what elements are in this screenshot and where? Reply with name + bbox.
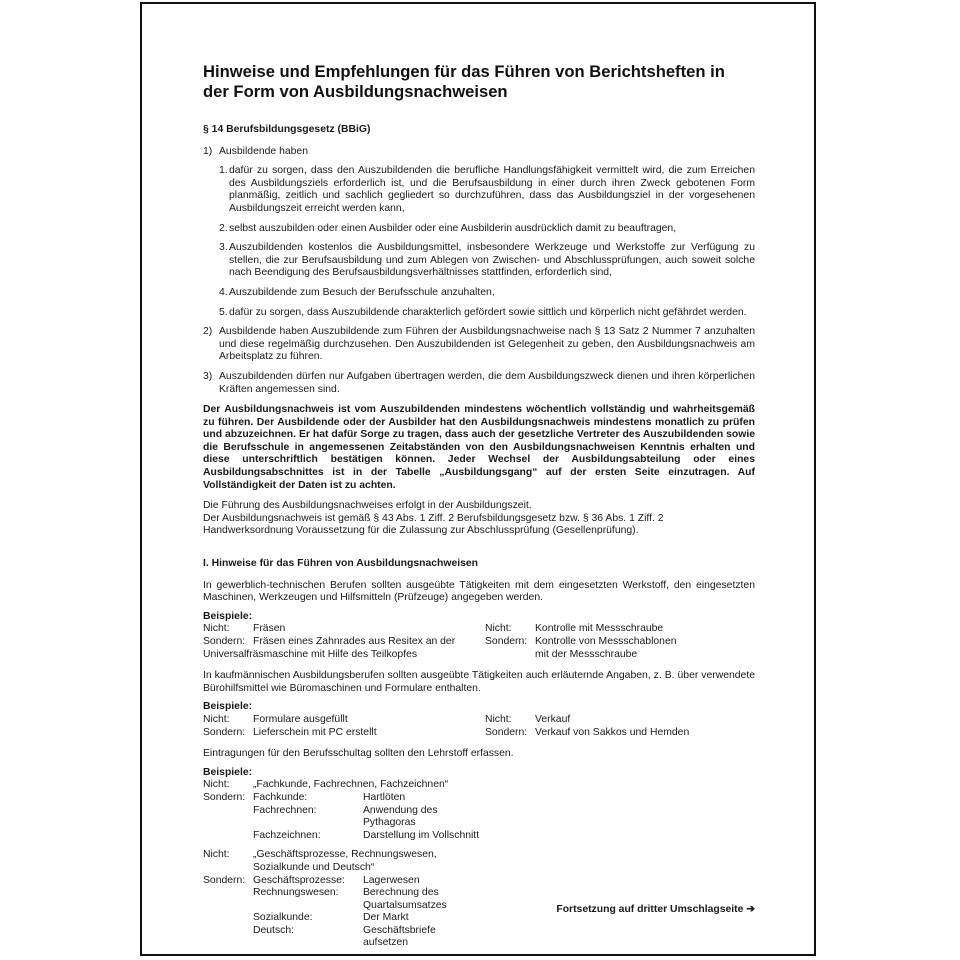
subject-label: Fachkunde: bbox=[253, 791, 308, 803]
subject-value: Der Markt bbox=[363, 912, 409, 924]
example-value: Kontrolle von Messschablonen bbox=[535, 636, 677, 647]
subitem-text: Auszubildenden kostenlos die Ausbildungsmittel, insbesondere Werkzeuge und Werkstoffe zur Verfügung zu stellen, die zur Berufsausbildung und zum Ablegen von Zwischen- und Abschlussprüfungen, auch soweit solche nach Beendigung des Berufsausbildungsverhältnisses stattfinden, erforderlich sind, bbox=[229, 242, 755, 279]
law-paragraph-2 bbox=[203, 326, 755, 364]
sondern-label: Sondern: bbox=[203, 791, 246, 803]
nicht-label: Nicht: bbox=[203, 623, 230, 635]
sondern-label: Sondern: bbox=[485, 726, 528, 738]
nicht-label: Nicht: bbox=[485, 713, 512, 725]
law-subitem bbox=[219, 223, 755, 236]
paragraph-text: Auszubildenden dürfen nur Aufgaben übertragen werden, die dem Ausbildungszweck dienen und ihren körperlichen Kräften angemessen sind. bbox=[219, 370, 755, 395]
subject-value: Geschäftsbriefe aufsetzen bbox=[363, 924, 436, 949]
nicht-label: Nicht: bbox=[203, 779, 230, 791]
nicht-label: Nicht: bbox=[203, 713, 230, 725]
law-subitem bbox=[219, 307, 755, 320]
info-line: Der Ausbildungsnachweis ist gemäß § 43 Abs. 1 Ziff. 2 Berufsbildungsgesetz bzw. § 36 Abs. 1 Ziff. 2 Handwerksordnung Voraussetzung für die Zulassung zur Abschlussprüfung (Gesellenprüfung). bbox=[203, 512, 664, 537]
subitem-number: 2. bbox=[219, 222, 228, 234]
example-value: Universalfräsmaschine mit Hilfe des Teilkopfes bbox=[203, 648, 418, 660]
subject-label: Rechnungswesen: bbox=[253, 887, 339, 899]
subject-value: Hartlöten bbox=[363, 791, 406, 803]
subitem-number: 4. bbox=[219, 286, 228, 298]
sondern-label: Sondern: bbox=[485, 636, 528, 647]
subitem-text: dafür zu sorgen, dass den Auszubildenden die berufliche Handlungsfähigkeit vermittelt wird, die zum Erreichen des Ausbildungsziels erforderlich ist, und die Berufsausbildung in einer durch ihren Zweck gebotenen Form planmäßig, zeitlich und sachlich gegliedert so durchzuführen, dass das Ausbildungsziel in der vorgesehenen Ausbildungszeit erreicht werden kann, bbox=[229, 165, 755, 214]
continuation-note: Fortsetzung auf dritter Umschlagseite ➔ bbox=[556, 904, 755, 915]
subject-value: Lagerwesen bbox=[363, 874, 420, 886]
schultag-paragraph: Eintragungen für den Berufsschultag sollten den Lehrstoff erfassen. bbox=[203, 748, 514, 760]
subitem-number: 1. bbox=[219, 165, 228, 177]
example-grid-2 bbox=[203, 714, 755, 739]
subject-value: Berechnung des Quartalsumsatzes bbox=[363, 887, 447, 911]
subitem-text: dafür zu sorgen, dass Auszubildende charakterlich gefördert sowie sittlich und körperlich nicht gefährdet werden. bbox=[229, 306, 747, 318]
example-value: Formulare ausgefüllt bbox=[253, 713, 348, 725]
beispiele-label: Beispiele: bbox=[203, 766, 253, 778]
beispiele-label: Beispiele: bbox=[203, 610, 253, 622]
law-subitem bbox=[219, 287, 755, 300]
example-value: Verkauf von Sakkos und Hemden bbox=[535, 726, 690, 738]
section-heading: I. Hinweise für das Führen von Ausbildungsnachweisen bbox=[203, 558, 479, 570]
subitem-number: 5. bbox=[219, 306, 228, 318]
example-value: Fräsen bbox=[253, 623, 286, 635]
law-paragraph-3 bbox=[203, 371, 755, 396]
example-value: „Fachkunde, Fachrechnen, Fachzeichnen“ bbox=[253, 779, 449, 791]
info-line: Die Führung des Ausbildungsnachweises erfolgt in der Ausbildungszeit. bbox=[203, 500, 532, 512]
law-subitem bbox=[219, 165, 755, 215]
beispiele-label: Beispiele: bbox=[203, 701, 253, 713]
subject-label: Geschäftsprozesse: bbox=[253, 874, 345, 886]
law-paragraph-1 bbox=[203, 146, 755, 159]
kaufm-paragraph: In kaufmännischen Ausbildungsberufen sollten ausgeübte Tätigkeiten auch erläuternde Angaben, z. B. über verwendete Bürohilfsmittel wie Büromaschinen und Formulare enthalten. bbox=[203, 670, 755, 694]
bold-notice: Der Ausbildungsnachweis ist vom Auszubildenden mindestens wöchentlich vollständig und wahrheitsgemäß zu führen. Der Ausbildende oder der Ausbilder hat den Ausbildungsnachweis mindestens monatlich zu prüfen und abzuzeichnen. Er hat dafür Sorge zu tragen, dass auch der gesetzliche Vertreter des Auszubildenden sowie die Berufsschule in angemessenen Zeitabständen von den Ausbildungsnachweisen Kenntnis erhalten und diese unterschriftlich bestätigen können. Jeder Wechsel der Ausbildungsabteilung oder eines Ausbildungsabschnittes ist in der Tabelle „Ausbildungsgang“ auf der ersten Seite einzutragen. Auf Vollständigkeit der Daten ist zu achten. bbox=[203, 404, 755, 491]
subject-label: Sozialkunde: bbox=[253, 912, 313, 924]
example-value: Verkauf bbox=[535, 713, 571, 725]
subject-value: Anwendung des Pythagoras bbox=[363, 804, 438, 829]
example-value: Lieferschein mit PC erstellt bbox=[253, 726, 377, 738]
example-value: mit der Messschraube bbox=[535, 648, 638, 660]
paragraph-number: 2) bbox=[203, 326, 213, 338]
section-intro: In gewerblich-technischen Berufen sollten ausgeübte Tätigkeiten mit dem eingesetzten Werkstoff, den eingesetzten Maschinen, Werkzeugen und Hilfsmitteln (Prüfzeuge) angegeben werden. bbox=[203, 579, 755, 604]
example-grid-1 bbox=[203, 623, 755, 661]
example-value: „Geschäftsprozesse, Rechnungswesen, Sozialkunde und Deutsch“ bbox=[253, 849, 437, 873]
example-value: Fräsen eines Zahnrades aus Resitex an der bbox=[253, 636, 456, 647]
subitem-text: selbst auszubilden oder einen Ausbilder oder eine Ausbilderin ausdrücklich damit zu beauftragen, bbox=[229, 222, 677, 234]
example-value: Kontrolle mit Messschraube bbox=[535, 623, 664, 635]
sondern-label: Sondern: bbox=[203, 636, 246, 647]
subitem-text: Auszubildende zum Besuch der Berufsschule anzuhalten, bbox=[229, 286, 495, 298]
sondern-label: Sondern: bbox=[203, 726, 246, 738]
paragraph-text: Ausbildende haben Auszubildende zum Führen der Ausbildungsnachweise nach § 13 Satz 2 Nummer 7 anzuhalten und diese regelmäßig durchzusehen. Den Auszubildenden ist Gelegenheit zu geben, den Ausbildungsnachweis am Arbeitsplatz zu führen. bbox=[219, 326, 755, 363]
paragraph-text: Ausbildende haben bbox=[219, 145, 308, 157]
subject-value: Darstellung im Vollschnitt bbox=[363, 829, 480, 841]
subject-label: Fachzeichnen: bbox=[253, 829, 321, 841]
paragraph-number: 1) bbox=[203, 145, 213, 157]
law-heading: § 14 Berufsbildungsgesetz (BBiG) bbox=[203, 124, 371, 135]
page-title: Hinweise und Empfehlungen für das Führen von Berichtsheften in der Form von Ausbildungsnachweisen bbox=[203, 62, 725, 101]
nicht-label: Nicht: bbox=[485, 623, 512, 635]
document-content bbox=[203, 62, 755, 950]
example-school-1 bbox=[203, 779, 755, 842]
paragraph-number: 3) bbox=[203, 370, 213, 382]
subject-label: Deutsch: bbox=[253, 924, 295, 936]
subitem-number: 3. bbox=[219, 242, 228, 254]
example-school-2 bbox=[203, 849, 755, 950]
subject-label: Fachrechnen: bbox=[253, 804, 317, 816]
sondern-label: Sondern: bbox=[203, 874, 246, 886]
law-subitem bbox=[219, 242, 755, 280]
nicht-label: Nicht: bbox=[203, 849, 230, 861]
